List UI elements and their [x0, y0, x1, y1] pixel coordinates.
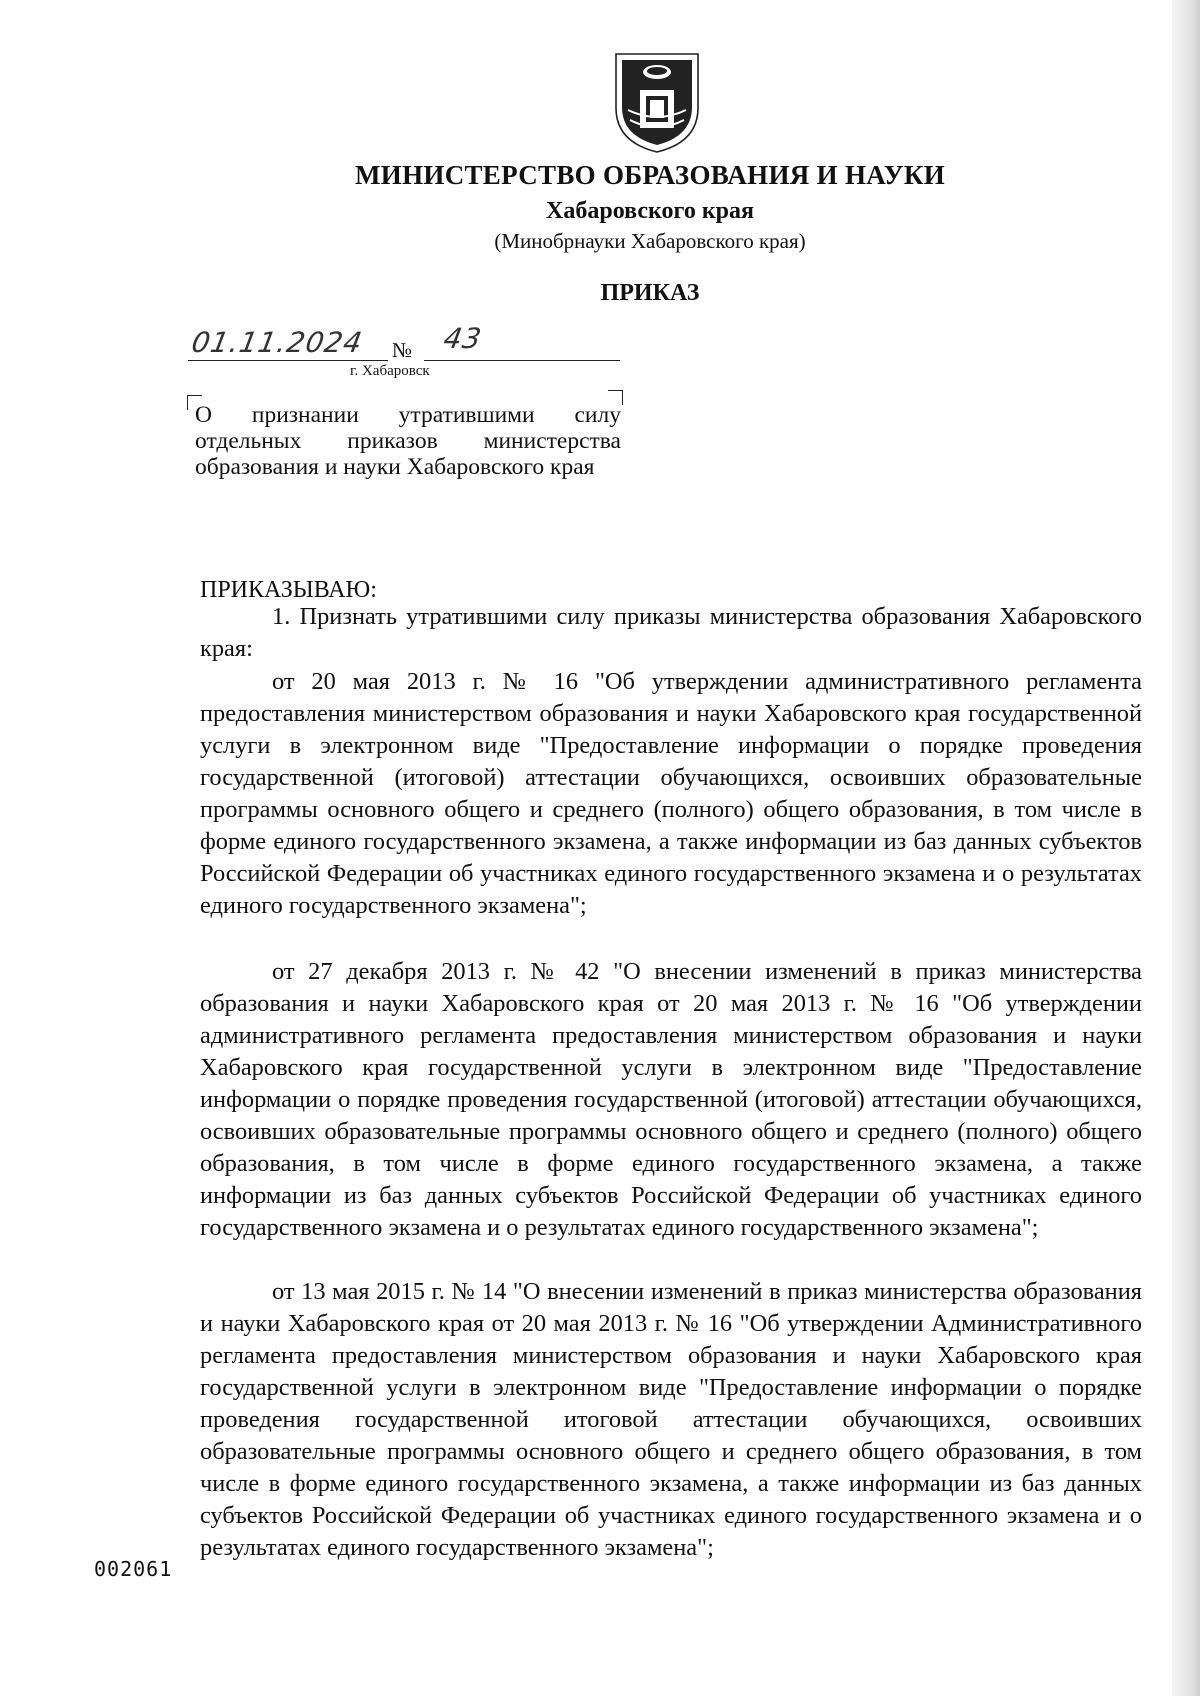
number-sign: №	[392, 338, 413, 362]
order-subject: О признании утратившими силу отдельных приказов министерства образования и науки Хабаровского края	[195, 402, 621, 480]
paragraph-text: от 13 мая 2015 г. № 14 "О внесении изменений в приказ министерства образования и науки Хабаровского края от 20 мая 2013 г. № 16 "Об утверждении Административного регламента предоставления министерством образования и науки Хабаровского края государственной услуги в электронном виде "Предоставление информации о порядке проведения государственной итоговой аттестации обучающихся, освоивших образовательные программы основного общего и среднего общего образования, в том числе в форме единого государственного экзамена, а также информации из баз данных субъектов Российской Федерации об участниках единого государственного экзамена и о результатах единого государственного экзамена";	[200, 1278, 1142, 1561]
order-date: 01.11.2024	[189, 326, 366, 359]
paragraph-text: от 27 декабря 2013 г. № 42 "О внесении изменений в приказ министерства образования и науки Хабаровского края от 20 мая 2013 г. № 16 "Об утверждении административного регламента предоставления министерством образования и науки Хабаровского края государственной услуги в электронном виде "Предоставление информации о порядке проведения государственной (итоговой) аттестации обучающихся, освоивших образовательные программы основного общего и среднего (полного) общего образования, в том числе в форме единого государственного экзамена, а также информации из баз данных субъектов Российской Федерации об участниках единого государственного экзамена и о результатах единого государственного экзамена";	[200, 958, 1142, 1241]
city-label: г. Хабаровск	[350, 363, 430, 379]
body-paragraph	[200, 601, 1142, 665]
ministry-title: МИНИСТЕРСТВО ОБРАЗОВАНИЯ И НАУКИ	[355, 160, 945, 190]
scan-edge	[1172, 0, 1200, 1696]
body-paragraph	[200, 956, 1142, 1244]
paragraph-text: от 20 мая 2013 г. № 16 "Об утверждении административного регламента предоставления министерством образования и науки Хабаровского края государственной услуги в электронном виде "Предоставление информации о порядке проведения государственной (итоговой) аттестации обучающихся, освоивших образовательные программы основного общего и среднего (полного) общего образования, в том числе в форме единого государственного экзамена, а также информации из баз данных субъектов Российской Федерации об участниках единого государственного экзамена и о результатах единого государственного экзамена";	[200, 668, 1142, 919]
document-type: ПРИКАЗ	[600, 280, 700, 306]
order-number: 43	[441, 322, 485, 355]
body-paragraph	[200, 1276, 1142, 1564]
paragraph-text: 1. Признать утратившими силу приказы министерства образования Хабаровского края:	[200, 603, 1142, 662]
serial-number: 002061	[94, 1557, 173, 1581]
coat-of-arms-emblem	[610, 50, 704, 154]
order-word: ПРИКАЗЫВАЮ:	[200, 577, 377, 603]
body-paragraph	[200, 666, 1142, 922]
region-subtitle: Хабаровского края	[546, 198, 754, 224]
short-name: (Минобрнауки Хабаровского края)	[494, 229, 806, 253]
